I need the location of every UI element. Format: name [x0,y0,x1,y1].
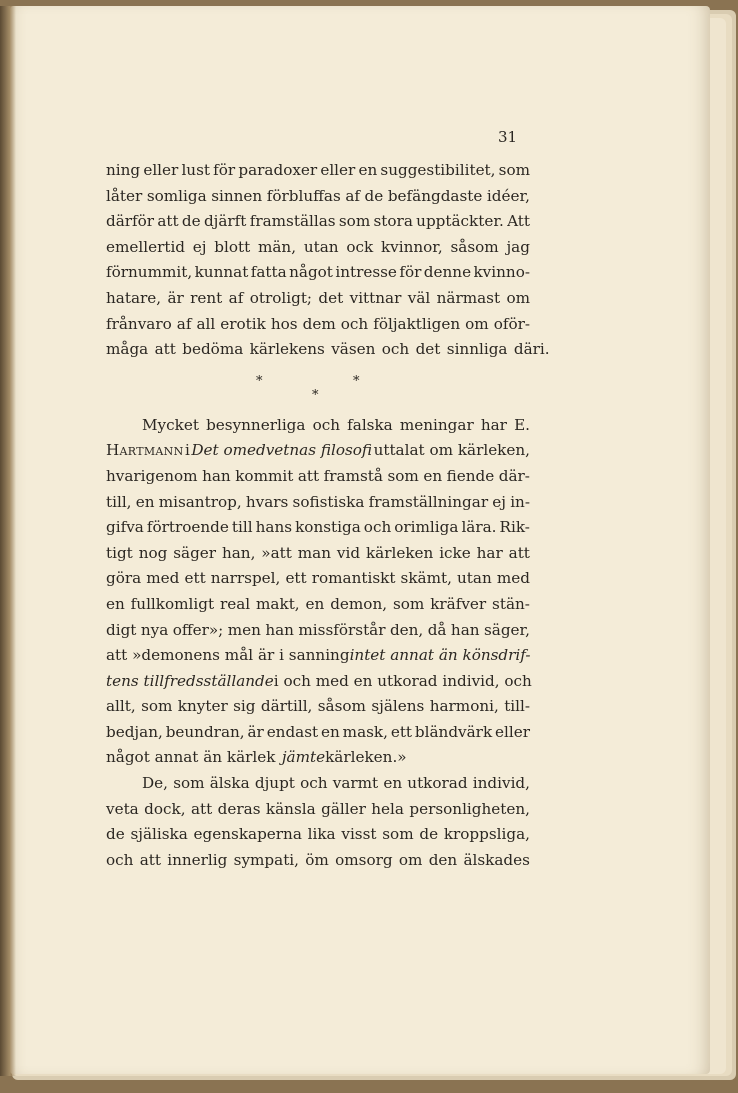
text-line: hatare, är rent af otroligt; det vittnar väl närmast om [106,288,530,307]
text-line: veta dock, att deras känsla gäller hela personligheten, [106,799,530,818]
separator-star: * [312,387,319,403]
text-line: och att innerlig sympati, öm omsorg om den älskades [106,850,530,869]
text-line: något annat än kärlek jämte kärleken.» [106,748,407,767]
book-gutter [0,6,16,1076]
text-line: en fullkomligt real makt, en demon, som kräfver stän- [106,594,530,613]
text-line: till, en misantrop, hvars sofistiska framställningar ej in- [106,492,530,511]
paragraph-1 [106,158,550,363]
text-line: Mycket besynnerliga och falska meningar har E. [142,415,530,434]
separator-star: * [353,373,360,389]
text-line: göra med ett narrspel, ett romantiskt skämt, utan med [106,569,530,588]
text-line: därför att de djärft framställas som stora upptäckter. Att [106,212,530,231]
text-line: frånvaro af all erotik hos dem och följaktligen om oför- [106,314,530,333]
text-line: låter somliga sinnen förbluffas af de befängdaste idéer, [106,186,530,205]
text-line: digt nya offer»; men han missförstår den, då han säger, [106,620,530,639]
text-line: bedjan, beundran, är endast en mask, ett bländvärk eller [106,722,530,741]
paragraph-3 [106,771,530,873]
text-line: hvarigenom han kommit att framstå som en fiende där- [106,466,530,485]
author-name: Hartmann [106,441,184,460]
body-text [106,158,550,873]
text-line: att »demonens mål är i sanning intet annat än könsdrif- [106,646,531,665]
section-separator [106,367,530,411]
text-line: de själiska egenskaperna lika visst som de kroppsliga, [106,825,530,844]
text-line: tigt nog säger han, »att man vid kärleken icke har att [106,543,530,562]
text-line: tens tillfredsställande i och med en utkorad individ, och [106,671,532,690]
text-line: De, som älska djupt och varmt en utkorad individ, [142,774,530,793]
separator-star: * [256,373,263,389]
text-line: gifva förtroende till hans konstiga och orimliga lära. Rik- [106,518,530,537]
paragraph-2 [106,413,530,771]
text-line: ning eller lust för paradoxer eller en suggestibilitet, som [106,161,530,179]
text-line: emellertid ej blott män, utan ock kvinnor, såsom jag [106,237,530,256]
page-number: 31 [498,128,518,146]
text-line: Hartmann i Det omedvetnas filosofi uttalat om kärleken, [106,438,530,464]
text-line: måga att bedöma kärlekens väsen och det sinnliga däri. [106,340,550,359]
text-line: förnummit, kunnat fatta något intresse för denne kvinno- [106,263,530,282]
book-title: Det omedvetnas filosofi [191,441,373,460]
text-line: allt, som knyter sig därtill, såsom själens harmoni, till- [106,697,530,716]
